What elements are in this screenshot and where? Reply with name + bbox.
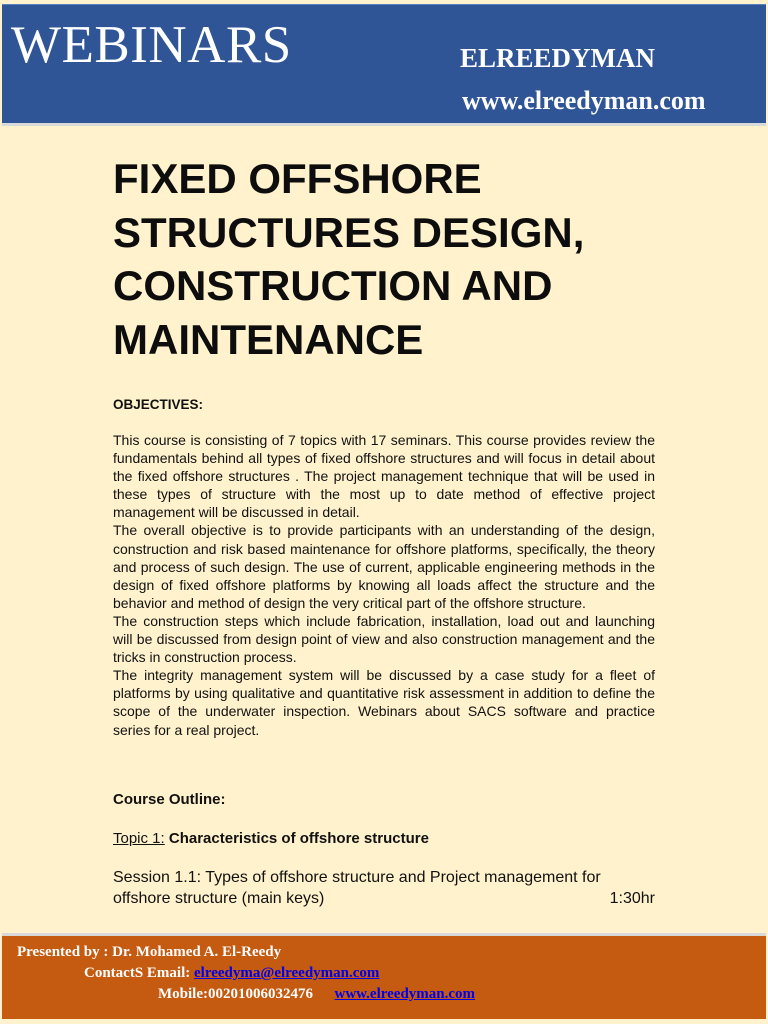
topic-label: Topic 1: [113, 830, 165, 847]
course-outline-heading: Course Outline: [113, 791, 226, 808]
topic-heading [113, 829, 429, 849]
contact-mobile-line [158, 985, 475, 1003]
page-title: FIXED OFFSHORE STRUCTURES DESIGN, CONSTRUCTION AND MAINTENANCE [113, 155, 585, 363]
session-title: Session 1.1: Types of offshore structure and Project management for [113, 869, 601, 886]
session-duration: 1:30hr [609, 890, 655, 907]
footer-website-link[interactable]: www.elreedyman.com [334, 986, 476, 1002]
objectives-paragraph: This course is consisting of 7 topics with 17 seminars. This course provides review the fundamentals behind all types of fixed offshore structures and will focus in detail about the fixed offshore structures . The project management technique that will be used in these types of structure with the most up to date method of effective project management will be discussed in detail. [113, 432, 655, 521]
session-row [113, 888, 655, 909]
topic-title: Characteristics of offshore structure [168, 830, 429, 847]
header-banner [2, 4, 766, 126]
objectives-paragraph: The construction steps which include fabrication, installation, load out and launching will be discussed from design point of view and also construction management and the tricks in construction process. [113, 612, 655, 666]
header-website: www.elreedyman.com [462, 86, 706, 115]
objectives-body [113, 431, 655, 739]
mobile-number: Mobile:00201006032476 [158, 986, 313, 1002]
presenter-line: Presented by : Dr. Mohamed A. El-Reedy [17, 944, 282, 960]
contact-email-line [84, 964, 379, 982]
email-label: ContactS Email: [84, 965, 191, 981]
session-entry [113, 867, 655, 909]
footer-banner [2, 933, 766, 1019]
session-title-continued: offshore structure (main keys) [113, 890, 325, 907]
objectives-paragraph: The overall objective is to provide participants with an understanding of the design, construction and risk based maintenance for offshore platforms, specifically, the theory and process of such design. The use of current, applicable engineering methods in the design of fixed offshore platforms by knowing all loads affect the structure and the behavior and method of design the very critical part of the offshore structure. [113, 522, 655, 611]
objectives-heading: OBJECTIVES: [113, 397, 204, 412]
brand-title: WEBINARS [11, 16, 292, 74]
organization-name: ELREEDYMAN [460, 43, 656, 73]
objectives-paragraph: The integrity management system will be discussed by a case study for a fleet of platforms by using qualitative and quantitative risk assessment in addition to define the scope of the underwater inspection. Webinars about SACS software and practice series for a real project. [113, 667, 655, 738]
email-link[interactable]: elreedyma@elreedyman.com [194, 965, 380, 981]
